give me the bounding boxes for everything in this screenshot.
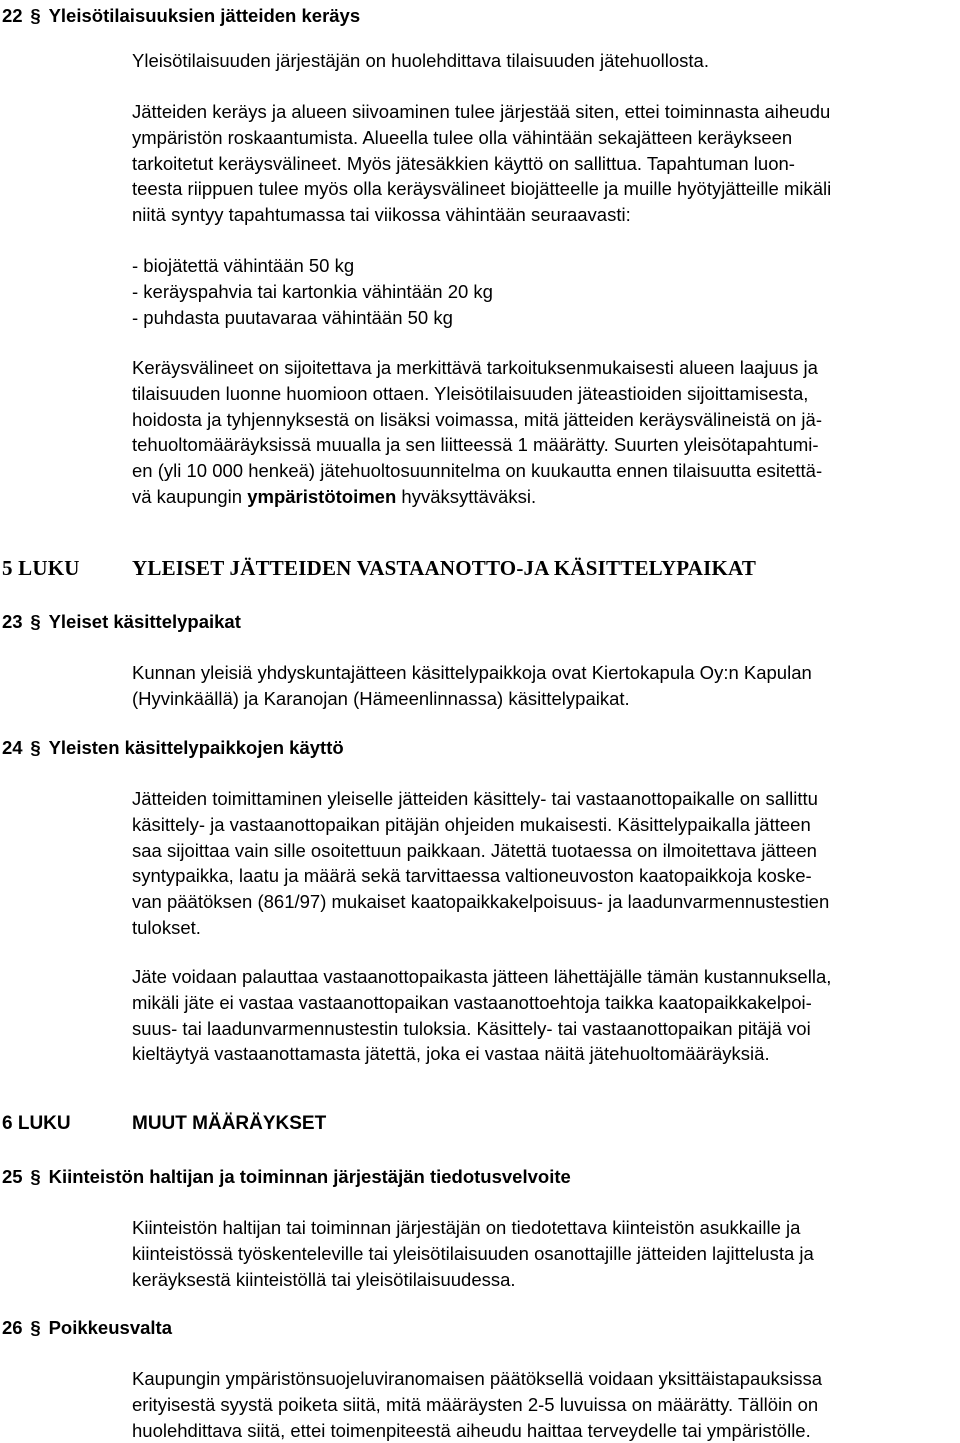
section-title: Yleisötilaisuuksien jätteiden keräys <box>48 5 361 26</box>
text-line: tilaisuuden luonne huomioon ottaen. Yleisötilaisuuden jäteastioiden sijoittamisesta, <box>132 382 809 404</box>
section-sign: § <box>30 611 41 632</box>
text-line: ympäristön roskaantumista. Alueella tulee olla vähintään sekajätteen keräykseen <box>132 126 793 148</box>
text-line: Kunnan yleisiä yhdyskuntajätteen käsittelypaikkoja ovat Kiertokapula Oy:n Kapulan <box>132 662 812 683</box>
section-number: 25 <box>2 1166 23 1187</box>
section-24-paragraph-2 <box>132 964 952 1067</box>
text-line: erityisestä syystä poiketa siitä, mitä määräysten 2-5 luvuissa on määrätty. Tällöin on <box>132 1393 819 1415</box>
chapter-6-heading <box>2 1111 326 1137</box>
text-line: Yleisötilaisuuden järjestäjän on huolehdittava tilaisuuden jätehuollosta. <box>132 50 709 71</box>
section-sign: § <box>30 737 41 758</box>
text-line: tehuoltomääräyksissä muualla ja sen liitteessä 1 määrätty. Suurten yleisötapahtumi- <box>132 434 819 456</box>
text-line: tarkoitetut keräysvälineet. Myös jätesäkkien käyttö on sallittua. Tapahtuman luon- <box>132 152 795 174</box>
text-line: Jätteiden keräys ja alueen siivoaminen tulee järjestää siten, ettei toiminnasta aiheudu <box>132 101 831 122</box>
text-line: kieltäytyä vastaanottamasta jätettä, joka ei vastaa näitä jätehuoltomääräyksiä. <box>132 1043 770 1065</box>
text-line: en (yli 10 000 henkeä) jätehuoltosuunnitelma on kuukautta ennen tilaisuutta esitettä- <box>132 460 823 482</box>
section-22-paragraph-3 <box>132 355 952 510</box>
text-line: (Hyvinkäällä) ja Karanojan (Hämeenlinnassa) käsittelypaikat. <box>132 687 630 709</box>
chapter-number: 5 LUKU <box>2 556 80 580</box>
chapter-5-heading <box>2 556 756 582</box>
section-sign: § <box>30 5 41 26</box>
text-run: hyväksyttäväksi. <box>396 485 537 507</box>
section-22-heading <box>2 3 360 29</box>
section-24-heading <box>2 735 344 761</box>
section-24-paragraph-1 <box>132 786 952 941</box>
section-22-paragraph-1 <box>132 48 952 74</box>
section-25-heading <box>2 1164 571 1190</box>
section-sign: § <box>30 1166 41 1187</box>
text-line: niitä syntyy tapahtumassa tai viikossa vähintään seuraavasti: <box>132 204 631 226</box>
text-line: van päätöksen (861/97) mukaiset kaatopaikkakelpoisuus- ja laadunvarmennustestien <box>132 891 830 913</box>
chapter-title: YLEISET JÄTTEIDEN VASTAANOTTO-JA KÄSITTELYPAIKAT <box>132 556 757 580</box>
list-item: - biojätettä vähintään 50 kg <box>132 255 355 276</box>
text-line: Jäte voidaan palauttaa vastaanottopaikasta jätteen lähettäjälle tämän kustannuksella, <box>132 966 832 987</box>
text-line <box>132 484 952 510</box>
text-line: Kiinteistön haltijan tai toiminnan järjestäjän on tiedotettava kiinteistön asukkaille ja <box>132 1217 801 1238</box>
section-23-heading <box>2 609 241 635</box>
section-title: Kiinteistön haltijan ja toiminnan järjestäjän tiedotusvelvoite <box>48 1166 571 1187</box>
section-title: Poikkeusvalta <box>48 1317 172 1338</box>
chapter-number: 6 LUKU <box>2 1113 71 1134</box>
section-number: 24 <box>2 737 23 758</box>
text-line: mikäli jäte ei vastaa vastaanottopaikan vastaanottoehtoja taikka kaatopaikkakelpoi- <box>132 991 812 1013</box>
text-line: keräyksestä kiinteistöllä tai yleisötilaisuudessa. <box>132 1268 516 1290</box>
section-22-paragraph-2 <box>132 99 952 228</box>
list-item: - puhdasta puutavaraa vähintään 50 kg <box>132 306 453 328</box>
text-run: vä kaupungin <box>132 485 248 507</box>
section-number: 22 <box>2 5 23 26</box>
section-25-paragraph-1 <box>132 1215 952 1292</box>
section-22-list <box>132 253 952 330</box>
text-line: Keräysvälineet on sijoitettava ja merkittävä tarkoituksenmukaisesti alueen laajuus ja <box>132 357 818 378</box>
text-line: teesta riippuen tulee myös olla keräysvälineet biojätteelle ja muille hyötyjätteille mikäli <box>132 178 832 200</box>
section-number: 26 <box>2 1317 23 1338</box>
section-title: Yleiset käsittelypaikat <box>48 611 241 632</box>
section-sign: § <box>30 1317 41 1338</box>
text-line: huolehdittava siitä, ettei toimenpiteestä aiheudu haittaa terveydelle tai ympäristölle. <box>132 1419 811 1441</box>
section-title: Yleisten käsittelypaikkojen käyttö <box>48 737 344 758</box>
section-number: 23 <box>2 611 23 632</box>
chapter-title: MUUT MÄÄRÄYKSET <box>132 1113 327 1134</box>
text-line: käsittely- ja vastaanottopaikan pitäjän ohjeiden mukaisesti. Käsittelypaikalla jätteen <box>132 813 811 835</box>
text-line: syntypaikka, laatu ja määrä sekä tarvittaessa valtioneuvoston kaatopaikkoja koske- <box>132 865 812 887</box>
section-26-heading <box>2 1315 172 1341</box>
bold-text-run: ympäristötoimen <box>247 485 397 507</box>
text-line: saa sijoittaa vain sille osoitettuun paikkaan. Jätettä tuotaessa on ilmoitettava jätteen <box>132 839 817 861</box>
section-26-paragraph-1 <box>132 1366 952 1443</box>
text-line: Kaupungin ympäristönsuojeluviranomaisen päätöksellä voidaan yksittäistapauksissa <box>132 1368 823 1389</box>
text-line: kiinteistössä työskenteleville tai yleisötilaisuuden osanottajille jätteiden lajittelusta ja <box>132 1242 814 1264</box>
section-23-paragraph-1 <box>132 660 952 712</box>
text-line: suus- tai laadunvarmennustestin tuloksia. Käsittely- tai vastaanottopaikan pitäjä voi <box>132 1017 811 1039</box>
text-line: hoidosta ja tyhjennyksestä on lisäksi voimassa, mitä jätteiden keräysvälineistä on jä- <box>132 408 822 430</box>
text-line: Jätteiden toimittaminen yleiselle jätteiden käsittely- tai vastaanottopaikalle on sallittu <box>132 788 818 809</box>
text-line: tulokset. <box>132 916 201 938</box>
list-item: - keräyspahvia tai kartonkia vähintään 20 kg <box>132 280 493 302</box>
